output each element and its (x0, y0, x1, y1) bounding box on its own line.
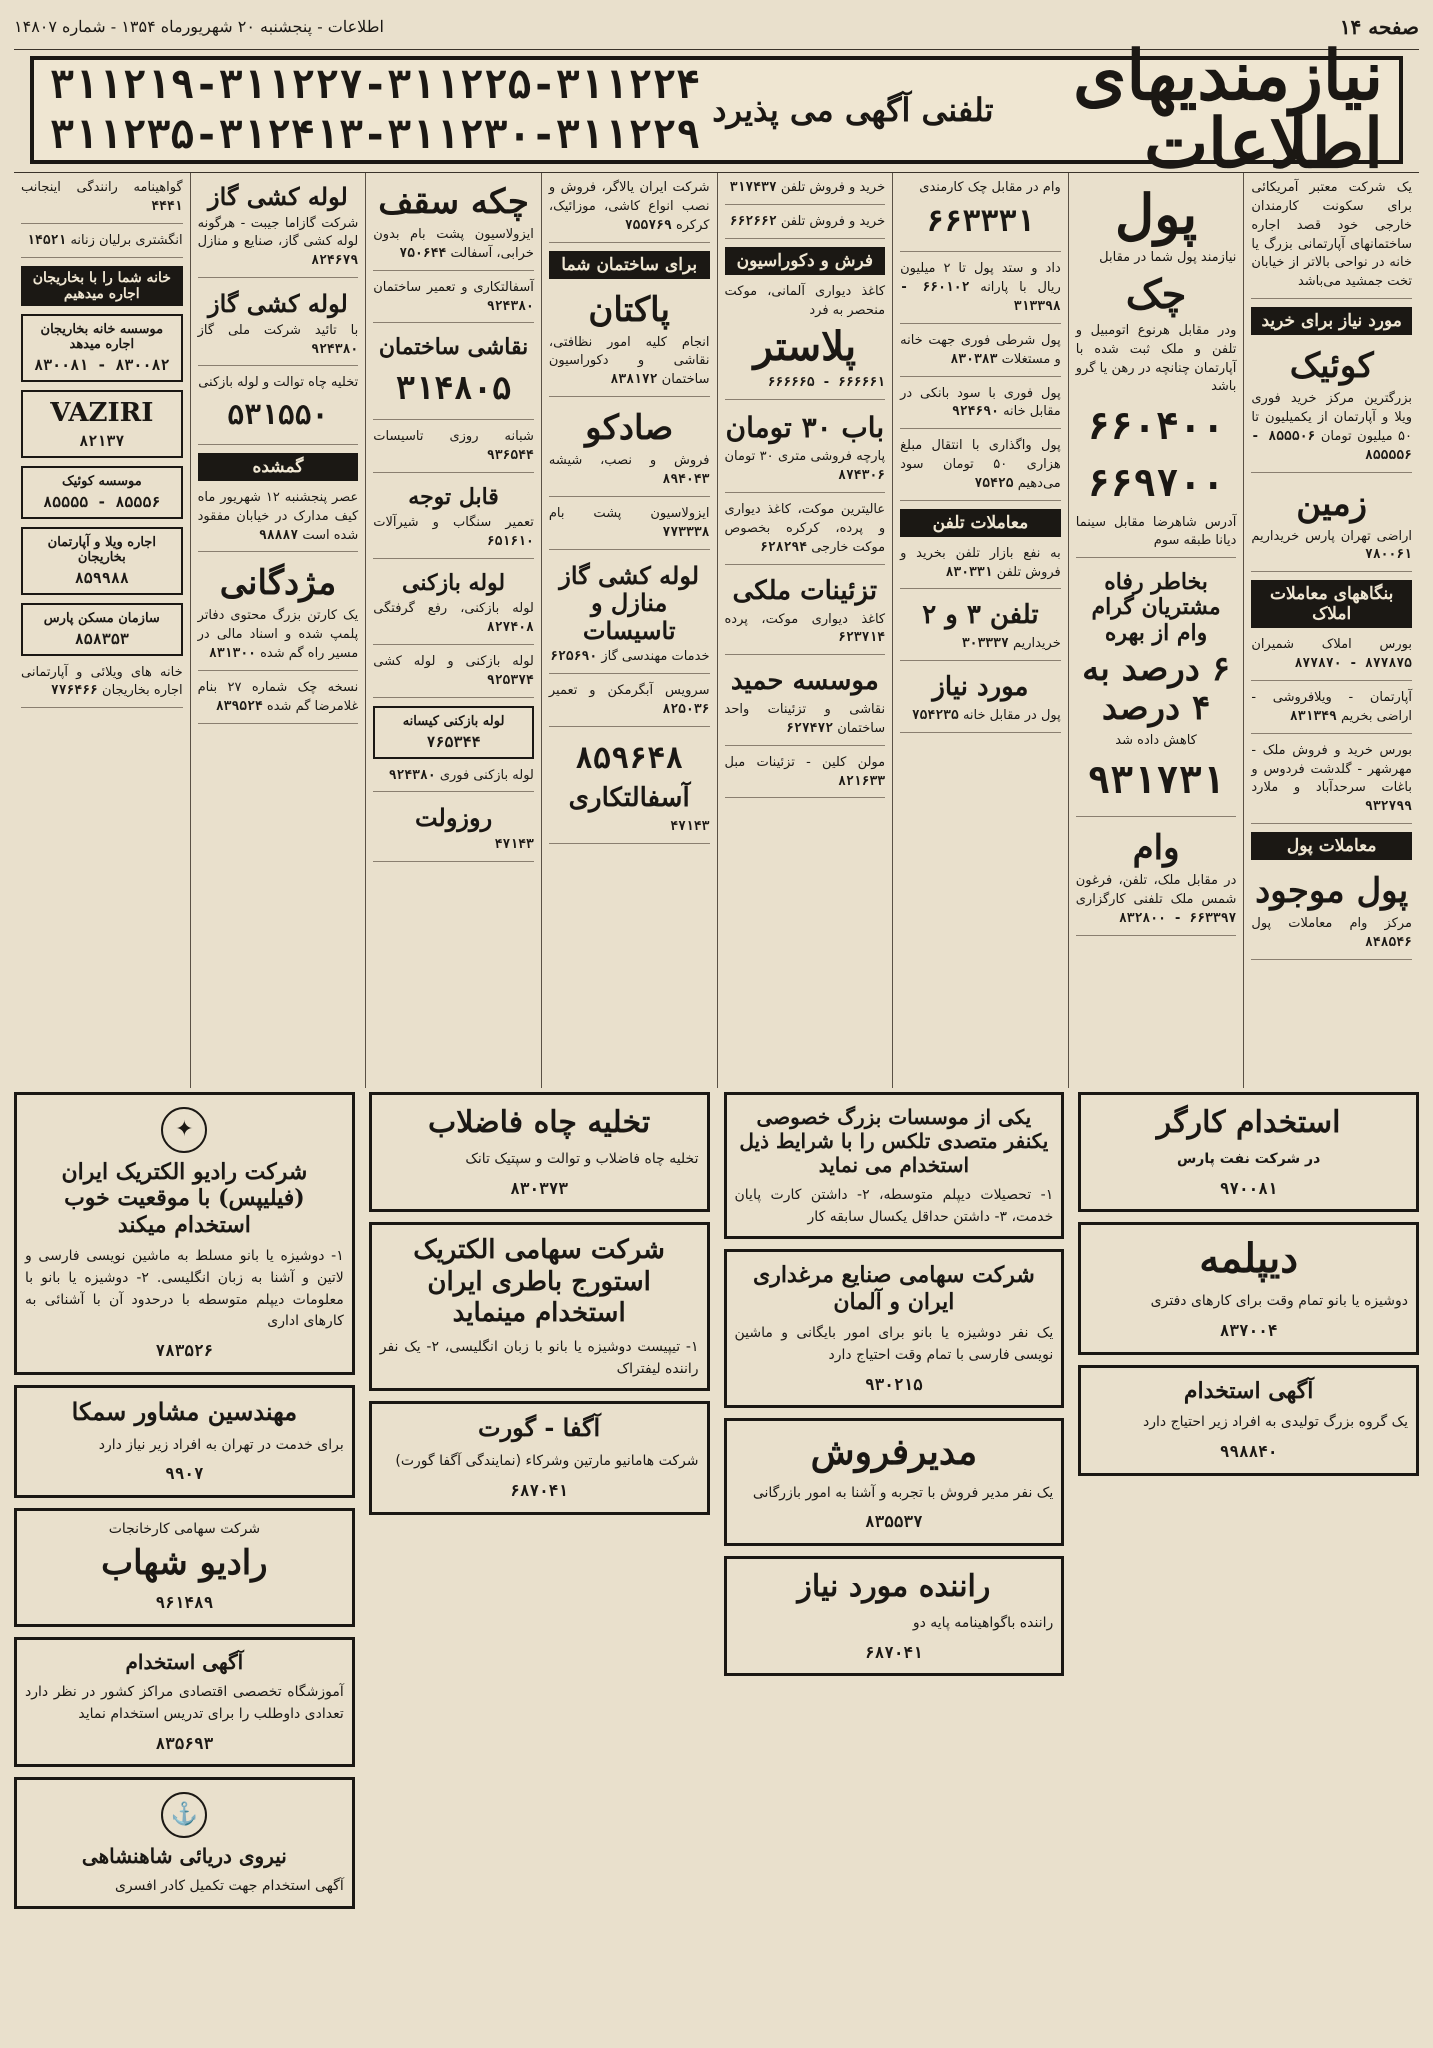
ad-septic-text: تخلیه چاه فاضلاب و توالت و سپتیک تانک (465, 1151, 699, 1167)
ad-quick-title: کوئیک (1289, 346, 1374, 387)
ad-roosevelt (373, 800, 534, 861)
ad-kargar-text: در شرکت نفت پارس (1176, 1151, 1321, 1167)
ad-land-title: زمین (1296, 483, 1368, 524)
ad-villa-apartments-phone: ۷۷۶۴۶۶ (50, 683, 98, 699)
ad-asphalt-phone: ۴۷۱۴۳ (670, 819, 710, 835)
ad-pipe-2-text: لوله بازکنی و لوله کشی (373, 653, 534, 669)
ad-phone-buy-phone: ۳۰۳۳۳۷ (961, 636, 1009, 652)
ad-phone-buy (900, 597, 1061, 661)
ad-money-check (1076, 179, 1237, 558)
column-1 (1243, 173, 1419, 1088)
ad-driver-text: راننده باگواهینامه پایه دو (912, 1615, 1054, 1631)
ad-phone-sale-1-text: خرید و فروش تلفن (780, 180, 886, 195)
column-8 (14, 173, 190, 1088)
ad-fabric-title: باب ۳۰ تومان (725, 411, 885, 445)
ad-needed-phone: ۷۵۴۲۳۵ (911, 708, 959, 724)
ad-conditional-money-phone: ۸۳۰۳۸۳ (950, 351, 998, 367)
ad-facilities (373, 428, 534, 473)
ad-paktan (549, 287, 710, 398)
ad-plaster (725, 283, 886, 401)
ad-reward-title: مژدگانی (219, 563, 337, 604)
ad-hamid-phone: ۶۲۷۴۷۲ (786, 720, 834, 736)
ad-money-title: پول (1114, 182, 1198, 246)
ad-decor-phone: ۶۲۳۷۱۴ (838, 630, 886, 646)
ad-pipe-unclog (373, 567, 534, 645)
ad-loan-rate-phone: ۹۳۱۷۳۱ (1087, 758, 1225, 803)
classifieds-banner (30, 36, 1403, 184)
ad-plaster-phone: ۶۶۶۶۶۱ - ۶۶۶۶۶۵ (767, 375, 886, 391)
column-3 (892, 173, 1068, 1088)
ad-conditional-money (900, 332, 1061, 377)
ad-radio-shahab-text: شرکت سهامی کارخانجات (108, 1521, 261, 1537)
page-number: صفحه ۱۴ (1339, 14, 1419, 39)
ad-vaziri (21, 390, 183, 458)
ad-villa-rent-phone: ۸۵۹۹۸۸ (74, 568, 129, 587)
ad-villa-rent-text: اجاره ویلا و آپارتمان بخاریجان (47, 534, 156, 565)
ad-sadko-title: صادکو (585, 408, 674, 449)
ad-roof-leak-text: ایزولاسیون پشت بام بدون خرابی، آسفالت (373, 227, 534, 261)
ad-facilities-phone: ۹۳۶۵۴۴ (486, 448, 534, 463)
ad-ring-lost-text: انگشتری برلیان زنانه (70, 232, 183, 248)
ad-money-trade-text: داد و ستد پول تا ۲ میلیون ریال با پارانه (900, 261, 1061, 296)
lower-section (14, 1092, 1419, 2034)
ad-poultry-title: شرکت سهامی صنایع مرغداری ایران و آلمان (752, 1262, 1035, 1315)
ad-diploma (1078, 1222, 1419, 1354)
ad-poultry (724, 1249, 1065, 1408)
ad-lost-bag-phone: ۹۸۸۸۷ (259, 527, 299, 543)
ad-driver-title: راننده مورد نیاز (797, 1569, 991, 1604)
ad-pipe-unclog-text: لوله بازکنی، رفع گرفتگی (373, 601, 534, 617)
lower-column-3 (369, 1092, 710, 2034)
ad-samka-text: برای خدمت در تهران به افراد زیر نیاز دارد (98, 1436, 344, 1453)
ad-septic-title: تخلیه چاه فاضلاب (428, 1105, 651, 1140)
ad-plaster-title: پلاستر (753, 323, 857, 371)
ad-land-text: اراضی تهران پارس خریداریم (1251, 528, 1412, 544)
ad-villa-sale-text: آپارتمان - ویلافروشی - اراضی بخریم (1251, 690, 1412, 724)
ad-fabric (725, 408, 886, 493)
ad-pipe-3 (373, 706, 534, 759)
ad-land-phone: ۷۸۰۰۶۱ (1365, 547, 1412, 563)
ad-mullen-phone: ۸۲۱۶۳۳ (838, 773, 886, 789)
ad-lost-bag (198, 489, 359, 553)
ad-philips-phone: ۷۸۳۵۲۶ (155, 1340, 214, 1360)
ad-paktan-title: پاکتان (588, 289, 670, 330)
ad-sadko-text: فروش و نصب، شیشه (548, 453, 710, 469)
ad-property-exchange-phone: ۹۳۲۷۹۹ (1365, 799, 1412, 815)
ad-radio-shahab-title: رادیو شهاب (101, 1542, 268, 1583)
ad-bank-rate (900, 385, 1061, 430)
ad-pipe-unclog-phone: ۸۲۷۴۰۸ (486, 619, 534, 635)
ad-paktan-phone: ۸۳۸۱۷۲ (610, 372, 658, 388)
ad-money-available-title: پول موجود (1255, 871, 1409, 912)
ad-sadko-phone: ۸۹۴۰۴۳ (662, 472, 710, 488)
ad-navy-text: آگهی استخدام جهت تکمیل کادر افسری (114, 1878, 344, 1895)
ad-roof-leak (373, 179, 534, 271)
ad-painting-number: ۳۱۴۸۰۵ (395, 368, 512, 407)
ad-agfa-title: آگفا - گورت (478, 1413, 601, 1443)
ad-pipe-4-text: لوله بازکنی فوری (439, 767, 534, 783)
ad-kargar-phone: ۹۷۰۰۸۱ (1219, 1178, 1278, 1198)
column-7 (190, 173, 366, 1088)
ad-transfer-money-text: پول واگذاری با انتقال مبلغ هزاری ۵۰ تومان سود می‌دهیم (900, 438, 1061, 491)
ad-driver-phone: ۶۸۷۰۴۱ (864, 1642, 923, 1662)
ad-villa-rent (21, 527, 183, 595)
ad-roof-insulation-phone: ۷۷۳۳۳۸ (662, 524, 710, 540)
ad-radio-shahab-phone: ۹۶۱۴۸۹ (155, 1593, 214, 1613)
ad-roof-insulation-text: ایزولاسیون پشت بام (548, 505, 710, 521)
ad-villa-apartments (21, 664, 183, 709)
ad-diploma-text: دوشیزه یا بانو تمام وقت برای کارهای دفتری (1150, 1293, 1408, 1310)
column-2 (1068, 173, 1244, 1088)
ad-telex-text: ۱- تحصیلات دیپلم متوسطه، ۲- داشتن کارت پایان خدمت، ۳- داشتن حداقل یکسال سابقه کار (734, 1187, 1054, 1225)
ad-phone-sale-2-text: خرید و فروش تلفن (780, 213, 886, 229)
ad-plaster-text: کاغذ دیواری آلمانی، موکت منحصر به فرد (724, 283, 886, 318)
ad-money-available-text: مرکز وام معاملات پول (1251, 916, 1412, 932)
ad-fabric-text: پارچه فروشی متری ۳۰ تومان (724, 449, 886, 465)
ad-attention (373, 481, 534, 559)
ad-telex (724, 1092, 1065, 1239)
ad-money-text2: ودر مقابل هرنوع اتومبیل و تلفن و ملک ثبت شده با آپارتمان چنانچه در رهن یا گرو باشد (1075, 322, 1237, 395)
ad-education-text: آموزشگاه تخصصی اقتصادی مراکز کشور در نظر دارد تعدادی داوطلب را برای تدریس استخدام نماید (25, 1684, 344, 1722)
ad-pars-housing-text: سازمان مسکن پارس (43, 610, 160, 626)
ad-reward (198, 560, 359, 671)
ad-phone-sale-2-phone: ۶۶۲۶۶۲ (729, 213, 777, 229)
banner-phones-row1: ۳۱۱۲۱۹-۳۱۱۲۲۷-۳۱۱۲۲۵-۳۱۱۲۲۴ (50, 62, 701, 108)
ad-poultry-phone: ۹۳۰۲۱۵ (864, 1374, 923, 1394)
ad-sales-manager-text: یک نفر مدیر فروش با تجربه و آشنا به امور بازرگانی (752, 1484, 1054, 1501)
ad-money-trade-phone: ۶۶۰۱۰۲ - ۳۱۳۳۹۸ (900, 280, 1061, 315)
ad-money-text: نیازمند پول شما در مقابل (1099, 250, 1237, 266)
section-real-estate: بنگاههای معاملات املاک (1251, 580, 1412, 628)
ad-well-empty-phone: ۵۳۱۵۵۰ (227, 398, 329, 432)
ad-education-title: آگهی استخدام (125, 1650, 244, 1675)
ad-hamid-title: موسسه حمید (730, 666, 879, 697)
ad-ring-lost-phone: ۱۴۵۲۱ (27, 232, 67, 248)
ad-septic-phone: ۸۳۰۳۷۳ (510, 1178, 569, 1198)
ad-shemiran-text: بورس املاک شمیران (1251, 637, 1412, 653)
ad-loan-rate-text: کاهش داده شد (1115, 733, 1197, 749)
ad-pars-housing (21, 603, 183, 656)
ad-land (1251, 481, 1412, 573)
ad-loan-title: وام (1132, 828, 1180, 869)
ad-bank-rate-phone: ۹۲۴۶۹۰ (951, 404, 999, 420)
ad-loan-rate (1076, 566, 1237, 817)
ad-phone-buy-text: خریداریم (1012, 636, 1061, 652)
ad-reward-text: یک کارتن بزرگ محتوی دفاتر پلمپ شده و اسناد مالی در مسیر راه گم شده (197, 608, 359, 662)
ad-vaziri-phone: ۸۲۱۳۷ (79, 431, 125, 450)
navy-emblem-icon: ⚓ (161, 1792, 207, 1838)
column-4 (717, 173, 893, 1088)
ad-hiring-group-text: یک گروه بزرگ تولیدی به افراد زیر احتیاج دارد (1143, 1414, 1408, 1431)
ad-transfer-money (900, 437, 1061, 501)
upper-columns (14, 172, 1419, 1088)
ad-property-exchange (1251, 742, 1412, 824)
ad-diploma-title: دیپلمه (1199, 1235, 1299, 1283)
ad-fabric-phone: ۸۷۴۳۰۶ (838, 468, 886, 484)
ad-property-exchange-text: بورس خرید و فروش ملک - مهرشهر - گلدشت فردوس و باغات سرحدآباد و ملارد (1251, 742, 1412, 796)
ad-money-phone1: ۶۶۰۴۰۰ (1087, 404, 1225, 449)
ad-philips (14, 1092, 355, 1375)
ad-mullen (725, 754, 886, 799)
banner-title: نیازمندیهای اطلاعات (1073, 36, 1383, 184)
ad-asphalt (549, 735, 710, 844)
ad-gas-piping-title: لوله کشی گاز منازل و تاسیسات (559, 560, 700, 645)
ad-rent-house (21, 314, 183, 382)
ad-heater-service-text: سرویس آبگرمکن و تعمیر (548, 683, 710, 699)
section-rent-foreigners: خانه شما را با بخاریجان اجاره میدهیم (21, 266, 183, 306)
ad-samka-phone: ۹۹۰۷ (165, 1464, 204, 1484)
ad-loan-phone: ۶۶۳۳۹۷ - ۸۳۲۸۰۰ (1118, 910, 1237, 926)
ad-heater-service-phone: ۸۲۵۰۳۶ (662, 702, 710, 718)
ad-carpet (725, 501, 886, 565)
ad-vaziri-title: VAZIRI (50, 397, 154, 428)
ad-attention-title: قابل توجه (408, 483, 499, 510)
ad-pipe-4 (373, 767, 534, 793)
ad-loan-text: در مقابل ملک، تلفن، فرغون شمس ملک تلفنی کارگزاری (1075, 873, 1237, 908)
issue-line: اطلاعات - پنجشنبه ۲۰ شهریورماه ۱۳۵۴ - شماره ۱۴۸۰۷ (14, 17, 384, 36)
ad-hiring-group-title: آگهی استخدام (1183, 1377, 1314, 1404)
section-lost: گمشده (198, 453, 359, 481)
ad-painting (373, 331, 534, 420)
ad-asphalt-number: ۸۵۹۶۴۸ (575, 740, 684, 776)
ad-agfa-phone: ۶۸۷۰۴۱ (510, 1480, 569, 1500)
ad-well-empty-text: تخلیه چاه توالت و لوله بازکنی (198, 375, 359, 391)
ad-agfa-text: شرکت هامانیو مارتین وشرکاء (نمایندگی آگفا گورت) (395, 1453, 699, 1470)
ad-phone-sale-2 (725, 213, 886, 239)
ad-telex-title: یکی از موسسات بزرگ خصوصی یکنفر متصدی تلکس را با شرایط ذیل استخدام می نماید (739, 1105, 1049, 1177)
ad-battery-title: شرکت سهامی الکتریک استورج باطری ایران استخدام مینماید (413, 1235, 665, 1328)
lower-column-2 (724, 1092, 1065, 2034)
ad-phone-market-text: به نفع بازار تلفن بخرید و فروش تلفن (900, 545, 1061, 580)
ad-pipe-3-text: لوله بازکنی کیسانه (402, 713, 505, 729)
ad-driver (724, 1556, 1065, 1676)
ad-asphalt-title: آسفالتکاری (568, 783, 690, 814)
ad-tile-phone: ۷۵۵۷۶۹ (624, 217, 672, 233)
ad-navy (14, 1777, 355, 1909)
ad-check-title: چک (1125, 270, 1187, 318)
ad-quick-text: بزرگترین مرکز خرید فوری ویلا و آپارتمان از یکمیلیون تا ۵۰ میلیون تومان (1251, 391, 1412, 444)
ad-pipe-unclog-title: لوله بازکنی (402, 569, 506, 596)
ad-roof-insulation (549, 505, 710, 550)
ad-gas-jibet-text: شرکت گازاما جیبت - هرگونه لوله کشی گاز، صنایع و منازل (197, 215, 359, 250)
ad-check-loan (900, 179, 1061, 252)
section-phone-trade: معاملات تلفن (900, 509, 1061, 537)
ad-conditional-money-text: پول شرطی فوری جهت خانه و مستغلات (900, 332, 1061, 367)
ad-lost-check (198, 679, 359, 724)
ad-phone-market-phone: ۸۳۰۳۳۱ (945, 564, 993, 580)
ad-gas-approved (198, 286, 359, 366)
ad-money-available (1251, 868, 1412, 960)
banner-phones-row2: ۳۱۱۲۳۵-۳۱۲۴۱۳-۳۱۱۲۳۰-۳۱۱۲۲۹ (50, 112, 701, 158)
ad-transfer-money-phone: ۷۵۴۲۵ (974, 475, 1014, 491)
ad-asphalt-repair-phone: ۹۲۴۳۸۰ (486, 298, 534, 314)
ad-lost-check-text: نسخه چک شماره ۲۷ بنام غلامرضا گم شده (197, 680, 359, 714)
ad-asphalt-repair (373, 279, 534, 324)
ad-sales-manager-title: مدیرفروش (810, 1431, 978, 1474)
ad-needed (900, 669, 1061, 733)
ad-money-trade (900, 260, 1061, 324)
ad-phone-buy-title: تلفن ۳ و ۲ (922, 600, 1039, 631)
ad-well-empty (198, 374, 359, 444)
ad-gas-approved-text: با تائید شرکت ملی گاز (197, 322, 359, 338)
ad-phone-market (900, 545, 1061, 590)
ad-navy-title: نیروی دریائی شاهنشاهی (81, 1844, 287, 1869)
ad-painting-title: نقاشی ساختمان (378, 334, 529, 361)
ad-attention-phone: ۶۵۱۶۱۰ (486, 533, 534, 549)
ad-quick-rent (21, 466, 183, 519)
ad-quick-rent-phone: ۸۵۵۵۶ - ۸۵۵۵۵ (43, 492, 161, 511)
ad-education (14, 1637, 355, 1767)
ad-kargar (1078, 1092, 1419, 1212)
ad-heater-service (549, 682, 710, 727)
ad-villa-sale (1251, 689, 1412, 734)
banner-subtitle: تلفنی آگهی می پذیرد (712, 91, 994, 129)
ad-battery (369, 1222, 710, 1391)
ad-rent-house-phone: ۸۳۰۰۸۲ - ۸۳۰۰۸۱ (34, 355, 170, 374)
ad-pipe-2 (373, 653, 534, 698)
ad-pipe-3-phone: ۷۶۵۳۴۴ (426, 732, 481, 751)
ad-samka-title: مهندسین مشاور سمکا (71, 1396, 298, 1426)
ad-samka (14, 1385, 355, 1498)
ad-quick-phone: ۸۵۵۵۰۶ - ۸۵۵۵۵۶ (1251, 428, 1412, 463)
ad-ring-lost (21, 232, 183, 258)
ad-quick (1251, 343, 1412, 472)
ad-septic (369, 1092, 710, 1212)
ad-license-lost-phone: ۴۴۴۱ (151, 198, 183, 214)
ad-gas-approved-phone: ۹۲۴۳۸۰ (311, 341, 359, 357)
ad-gas-piping-text: خدمات مهندسی گاز (601, 649, 710, 665)
ad-license-lost-text: گواهینامه رانندگی اینجانب (21, 180, 183, 195)
ad-loan (1076, 825, 1237, 936)
ad-poultry-text: یک نفر دوشیزه یا بانو برای امور بایگانی و ماشین نویسی فارسی با تمام وقت احتیاج دارد (734, 1325, 1054, 1363)
ad-hamid (725, 663, 886, 746)
ad-loan-rate-title: بخاطر رفاه مشتریان گرام وام از بهره (1091, 569, 1221, 646)
ad-philips-text: ۱- دوشیزه یا بانو مسلط به ماشین نویسی فارسی و لاتین و آشنا به زبان انگلیسی. ۲- دوشیزه یا بانو با معلومات دیپلم متوسطه با درحدود آن با آشنائی به کارهای اداری (25, 1248, 344, 1330)
ad-diploma-phone: ۸۳۷۰۰۴ (1219, 1321, 1278, 1341)
ad-carpet-phone: ۶۲۸۲۹۴ (760, 539, 808, 555)
section-building: برای ساختمان شما (549, 251, 710, 279)
ad-roosevelt-phone: ۴۷۱۴۳ (494, 836, 534, 852)
ad-apartment-rent: یک شرکت معتبر آمریکائی برای سکونت کارمندان خارجی خود قصد اجاره ساختمانهای آپارتمانی بزرگ یا خانه در نواحی بالاتر از خیابان تخت جمشید می‌باشد (1251, 179, 1412, 299)
ad-paktan-text: انجام کلیه امور نظافتی، نقاشی و دکوراسیون ساختمان (548, 334, 710, 388)
ad-phone-sale-1 (725, 179, 886, 205)
section-money: معاملات پول (1251, 832, 1412, 860)
ad-shemiran (1251, 636, 1412, 681)
ad-license-lost (21, 179, 183, 224)
ad-pipe-4-phone: ۹۲۴۳۸۰ (388, 767, 436, 783)
ad-roof-leak-phone: ۷۵۰۶۴۴ (399, 245, 447, 261)
section-carpet-decor: فرش و دکوراسیون (725, 247, 886, 275)
ad-roosevelt-title: روزولت (414, 803, 493, 833)
ad-check-loan-phone: ۶۶۳۳۳۱ (926, 203, 1035, 239)
ad-quick-rent-text: موسسه کوئیک (61, 473, 142, 489)
ad-sales-manager-phone: ۸۳۵۵۳۷ (864, 1512, 923, 1532)
ad-lost-bag-text: عصر پنجشنبه ۱۲ شهریور ماه کیف مدارک در خیابان مفقود شده است (197, 489, 359, 543)
ad-decor (725, 573, 886, 656)
ad-lost-check-phone: ۸۳۹۵۲۴ (215, 698, 263, 714)
ad-villa-apartments-text: خانه های ویلائی و آپارتمانی اجاره بخاریجان (21, 664, 183, 699)
ad-philips-title: شرکت رادیو الکتریک ایران (فیلیپس) با موقعیت خوب استخدام میکند (61, 1159, 308, 1238)
ad-agfa (369, 1401, 710, 1514)
ad-pipe-2-phone: ۹۲۵۳۷۴ (486, 672, 534, 688)
ad-education-phone: ۸۳۵۶۹۳ (155, 1733, 214, 1753)
ad-decor-text: کاغذ دیواری موکت، پرده (724, 611, 886, 627)
ad-hamid-text: نقاشی و تزئینات واحد ساختمان (724, 702, 886, 736)
ad-tile-text: شرکت ایران یالاگر، فروش و نصب انواع کاشی، موزائیک، کرکره (548, 180, 710, 233)
ad-decor-title: تزئینات ملکی (732, 575, 878, 606)
ad-asphalt-repair-text: آسفالتکاری و تعمیر ساختمان (373, 279, 534, 295)
ad-check-loan-text: وام در مقابل چک کارمندی (919, 180, 1061, 195)
ad-hiring-group (1078, 1365, 1419, 1476)
column-6 (365, 173, 541, 1088)
ad-kargar-title: استخدام کارگر (1156, 1105, 1341, 1140)
ad-mullen-text: مولن کلین - تزئینات مبل (724, 754, 886, 770)
ad-pars-housing-phone: ۸۵۸۳۵۳ (74, 629, 129, 648)
ad-loan-rate-percent: ۶ درصد به ۴ درصد (1082, 649, 1231, 729)
ad-shemiran-phone: ۸۷۷۸۷۵ - ۸۷۷۸۷۰ (1294, 656, 1412, 672)
ad-gas-jibet (198, 179, 359, 278)
ad-rent-house-text: موسسه خانه بخاریجان اجاره میدهد (40, 321, 164, 352)
ad-roof-leak-title: چکه سقف (378, 182, 529, 222)
ad-radio-shahab (14, 1508, 355, 1627)
ad-sadko (549, 405, 710, 497)
lower-column-1 (1078, 1092, 1419, 2034)
ad-facilities-text: شبانه روزی تاسیسات (373, 429, 534, 445)
ad-phone-sale-1-phone: ۳۱۷۴۳۷ (729, 180, 777, 195)
section-buy-wanted: مورد نیاز برای خرید (1251, 307, 1412, 335)
ad-gas-jibet-title: لوله کشی گاز (208, 182, 348, 211)
ad-money-phone2: ۶۶۹۷۰۰ (1087, 461, 1225, 506)
ad-sales-manager (724, 1418, 1065, 1546)
ad-bank-rate-text: پول فوری با سود بانکی در مقابل خانه (900, 385, 1061, 420)
ad-money-available-phone: ۸۴۸۵۴۶ (1365, 935, 1412, 950)
ad-gas-piping (549, 558, 710, 675)
ad-villa-sale-phone: ۸۳۱۳۴۹ (1289, 708, 1337, 724)
philips-logo-icon: ✦ (161, 1107, 207, 1153)
column-5 (541, 173, 717, 1088)
ad-attention-text: تعمیر سنگاب و شیرآلات (373, 515, 534, 531)
ad-needed-text: پول در مقابل خانه (962, 708, 1061, 724)
ad-carpet-text: عالیترین موکت، کاغذ دیواری و پرده، کرکره بخصوص موکت خارجی (724, 502, 886, 555)
ad-needed-title: مورد نیاز (932, 672, 1029, 703)
ad-gas-jibet-phone: ۸۲۴۶۷۹ (311, 253, 359, 269)
ad-hiring-group-phone: ۹۹۸۸۴۰ (1219, 1442, 1278, 1462)
lower-column-4 (14, 1092, 355, 2034)
banner-phones (50, 62, 700, 158)
ad-reward-phone: ۸۳۱۳۰۰ (209, 646, 256, 662)
ad-tile (549, 179, 710, 243)
ad-battery-text: ۱- تیپیست دوشیزه یا بانو با زبان انگلیسی، ۲- یک نفر راننده لیفتراک (379, 1339, 699, 1377)
ad-money-address: آدرس شاهرضا مقابل سینما دیانا طبقه سوم (1075, 514, 1237, 549)
ad-gas-approved-title: لوله کشی گاز (208, 289, 348, 319)
ad-gas-piping-phone: ۶۲۵۶۹۰ (550, 649, 598, 665)
